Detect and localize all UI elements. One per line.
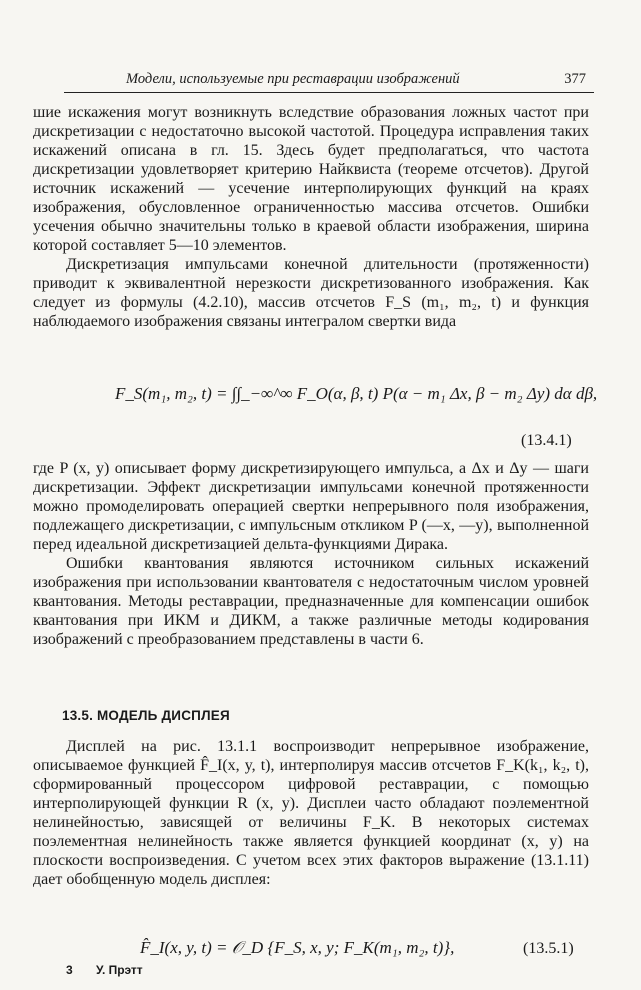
paragraph: Ошибки квантования являются источником сильных искажений изображения при использовании квантователя с недостаточным числом уровней квантования. Методы реставрации, предназначенные для компенсации ошибок квантования при ИКМ и ДИКМ, а также различные методы кодирования изображений с преобразованием представлены в части 6. xyxy=(33,555,589,648)
signature-number: 3 xyxy=(66,963,73,977)
section-heading: 13.5. МОДЕЛЬ ДИСПЛЕЯ xyxy=(62,708,230,723)
text-block-1 xyxy=(33,103,589,331)
paragraph: где P (x, y) описывает форму дискретизирующего импульса, а Δx и Δy — шаги дискретизации. Эффект дискретизации импульсами конечной протяженности можно промоделировать операцией свертки непрерывного поля изображения, подлежащего дискретизации, с импульсным откликом P (—x, —y), выполненной перед идеальной дискретизацией дельта-функциями Дирака. xyxy=(33,460,589,553)
equation-number: (13.4.1) xyxy=(521,432,572,449)
page-number: 377 xyxy=(564,71,586,87)
text-block-2 xyxy=(33,459,589,649)
paragraph: Дисплей на рис. 13.1.1 воспроизводит непрерывное изображение, описываемое функцией F̂_I(x, y, t), интерполируя массив отсчетов F_K(k₁, k₂, t), сформированный процессором цифровой реставрации, с помощью интерполирующей функции R (x, y). Дисплеи часто обладают поэлементной нелинейностью, зависящей от величины F_K. В некоторых системах поэлементная нелинейность также является функцией координат (x, y) на плоскости воспроизведения. С учетом всех этих факторов выражение (13.1.11) дает обобщенную модель дисплея: xyxy=(33,738,589,888)
equation-13-4-1: F_S(m₁, m₂, t) = ∫∫_−∞^∞ F_O(α, β, t) P(α − m₁ Δx, β − m₂ Δy) dα dβ, xyxy=(115,384,598,403)
text-block-3 xyxy=(33,737,589,889)
running-header xyxy=(64,70,594,93)
signature-author: У. Прэтт xyxy=(96,963,143,977)
running-title: Модели, используемые при реставрации изображений xyxy=(126,71,460,87)
paragraph: Дискретизация импульсами конечной длительности (протяженности) приводит к эквивалентной нерезкости дискретизованного изображения. Как следует из формулы (4.2.10), массив отсчетов F_S (m₁, m₂, t) и функция наблюдаемого изображения связаны интегралом свертки вида xyxy=(33,256,589,330)
paragraph: шие искажения могут возникнуть вследствие образования ложных частот при дискретизации с недостаточно высокой частотой. Процедура исправления таких искажений описана в гл. 15. Здесь будет предполагаться, что частота дискретизации удовлетворяет критерию Найквиста (теореме отсчетов). Другой источник искажений — усечение интерполирующих функций на краях изображения, обусловленное ограниченностью массива отсчетов. Ошибки усечения обычно значительны только в краевой области изображения, ширина которой составляет 5—10 элементов. xyxy=(33,104,589,254)
footer-signature xyxy=(66,963,143,977)
equation-13-5-1: F̂_I(x, y, t) = 𝒪_D {F_S, x, y; F_K(m₁, m₂, t)}, xyxy=(140,938,455,957)
equation-number: (13.5.1) xyxy=(523,940,574,957)
